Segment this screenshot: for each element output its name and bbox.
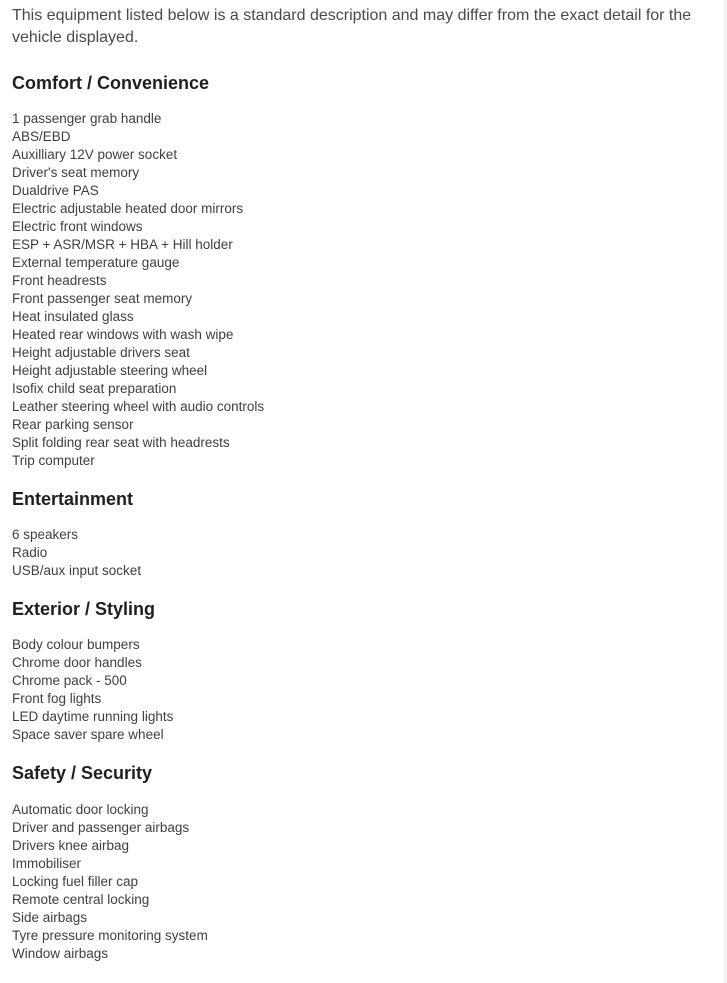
feature-item: Heated rear windows with wash wipe: [12, 327, 234, 342]
section-title-entertainment: Entertainment: [12, 489, 134, 509]
feature-item: Remote central locking: [12, 892, 150, 907]
feature-item: Front passenger seat memory: [12, 291, 193, 306]
feature-item: Body colour bumpers: [12, 637, 140, 652]
feature-item: Window airbags: [12, 946, 109, 961]
entertainment-list: [12, 526, 702, 580]
feature-item: Immobiliser: [12, 856, 82, 871]
feature-item: Heat insulated glass: [12, 309, 134, 324]
feature-item: ESP + ASR/MSR + HBA + Hill holder: [12, 237, 233, 252]
feature-item: Chrome door handles: [12, 655, 142, 670]
feature-item: Front headrests: [12, 273, 107, 288]
feature-item: 1 passenger grab handle: [12, 111, 162, 126]
feature-item: Isofix child seat preparation: [12, 381, 177, 396]
feature-item: Radio: [12, 545, 48, 560]
feature-item: Locking fuel filler cap: [12, 874, 139, 889]
feature-item: Auxilliary 12V power socket: [12, 147, 178, 162]
comfort-convenience-list: [12, 110, 702, 470]
feature-item: Drivers knee airbag: [12, 838, 130, 853]
safety-security-list: [12, 801, 702, 963]
feature-item: Electric adjustable heated door mirrors: [12, 201, 244, 216]
feature-item: Chrome pack - 500: [12, 673, 127, 688]
feature-item: Driver's seat memory: [12, 165, 140, 180]
feature-item: Tyre pressure monitoring system: [12, 928, 208, 943]
section-title-comfort-convenience: Comfort / Convenience: [12, 73, 210, 93]
feature-item: Height adjustable steering wheel: [12, 363, 208, 378]
equipment-disclaimer: This equipment listed below is a standard description and may differ from the exact detail for the vehicle displayed.: [12, 7, 692, 46]
feature-item: External temperature gauge: [12, 255, 180, 270]
feature-item: Height adjustable drivers seat: [12, 345, 190, 360]
feature-item: Space saver spare wheel: [12, 727, 164, 742]
feature-item: USB/aux input socket: [12, 563, 142, 578]
feature-item: Leather steering wheel with audio controls: [12, 399, 265, 414]
feature-item: Rear parking sensor: [12, 417, 134, 432]
feature-item: LED daytime running lights: [12, 709, 174, 724]
feature-item: Front fog lights: [12, 691, 102, 706]
feature-item: ABS/EBD: [12, 129, 71, 144]
exterior-styling-list: [12, 636, 702, 744]
feature-item: Automatic door locking: [12, 802, 149, 817]
feature-item: Electric front windows: [12, 219, 143, 234]
feature-item: Dualdrive PAS: [12, 183, 99, 198]
feature-item: Driver and passenger airbags: [12, 820, 190, 835]
section-title-safety-security: Safety / Security: [12, 763, 153, 783]
equipment-panel: [12, 5, 702, 963]
section-title-exterior-styling: Exterior / Styling: [12, 599, 156, 619]
feature-item: Side airbags: [12, 910, 88, 925]
feature-item: Trip computer: [12, 453, 95, 468]
feature-item: Split folding rear seat with headrests: [12, 435, 230, 450]
feature-item: 6 speakers: [12, 527, 79, 542]
